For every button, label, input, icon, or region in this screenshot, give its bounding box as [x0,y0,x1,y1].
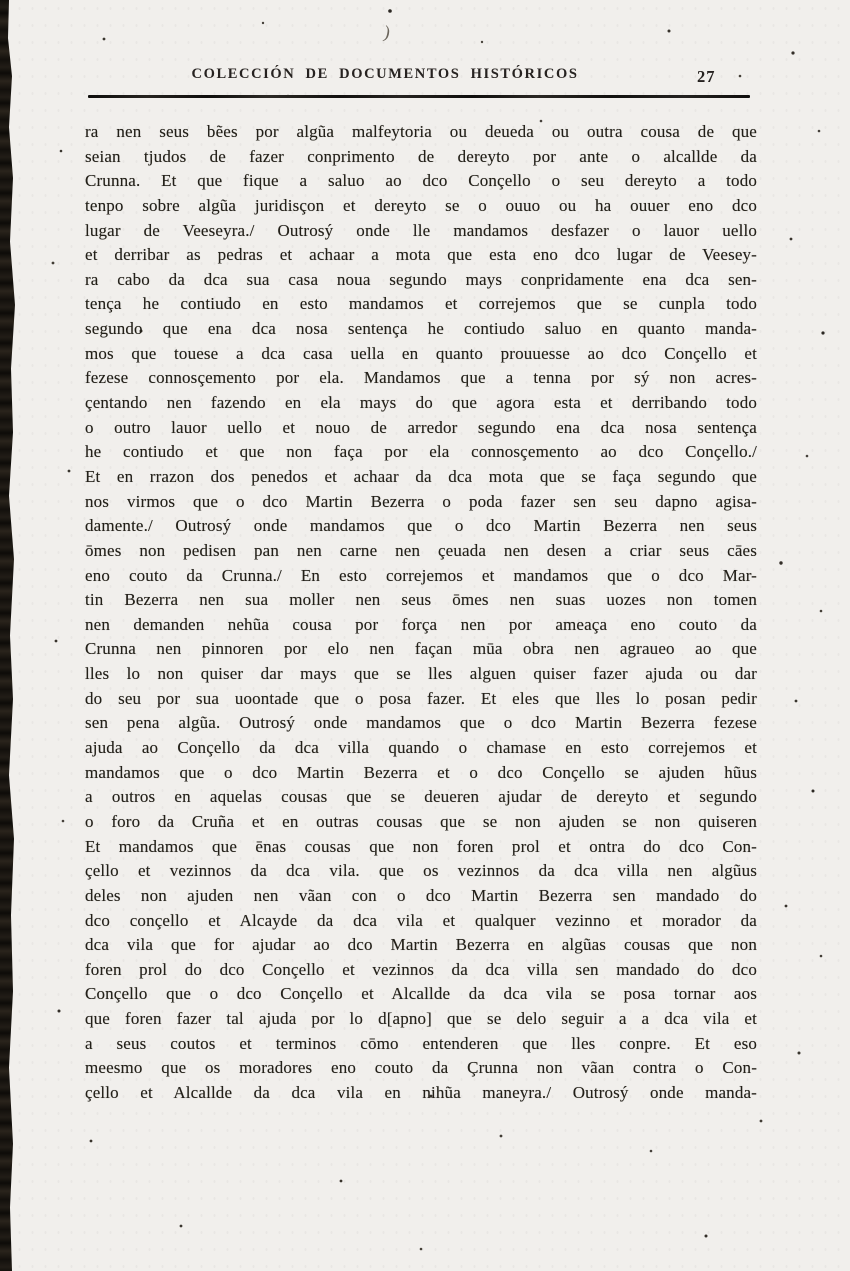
text-line: a seus coutos et terminos cōmo entenderen que lles conpre. Et eso [85,1033,757,1053]
text-line: o outro lauor uello et nouo de arredor segundo ena dca nosa sentença [85,417,757,437]
print-artifact-mark: ) [382,21,393,43]
text-line: o foro da Cruña et en outras cousas que se non ajuden se non quiseren [85,811,757,831]
text-line: a outros en aquelas cousas que se deueren ajudar de dereyto et segundo [85,787,757,807]
text-line: damente./ Outrosý onde mandamos que o dco Martin Bezerra nen seus [85,516,757,536]
text-line: Conçello que o dco Conçello et Alcallde da dca vila se posa tornar aos [85,984,757,1004]
text-line: ra cabo da dca sua casa noua segundo mays conpridamente ena dca sen- [85,269,757,289]
text-line: nen demanden nehũa cousa por força nen por ameaça eno couto da [85,614,757,634]
text-line: tenpo sobre algũa juridisçon et dereyto se o ouuo ou ha ouuer eno dco [85,195,757,215]
text-line: tença he contiudo en esto mandamos et correjemos que se cunpla todo [85,294,757,314]
binding-edge [0,0,16,1271]
text-line: he contiudo et que non faça por ela connosçemento ao dco Conçello./ [85,442,757,462]
text-line: ajuda ao Conçello da dca villa quando o chamase en esto correjemos et [85,738,757,758]
text-line: dca vila que for ajudar ao dco Martin Bezerra en algũas cousas que non [85,935,757,955]
text-line: nos virmos que o dco Martin Bezerra o poda fazer sen seu dapno agisa- [85,491,757,511]
text-line: meesmo que os moradores eno couto da Çrunna non vãan contra o Con- [85,1058,757,1078]
text-line: ra nen seus bẽes por algũa malfeytoria ou deueda ou outra cousa de que [85,122,757,141]
text-line: Et en rrazon dos penedos et achaar da dca mota que se faça segundo que [85,466,757,486]
text-line: que foren fazer tal ajuda por lo d[apno] que se delo seguir a a dca vila et [85,1009,757,1029]
text-line: ōmes non pedisen pan nen carne nen çeuada nen desen a criar seus cāes [85,540,757,560]
text-line: eno couto da Crunna./ En esto correjemos et mandamos que o dco Mar- [85,565,757,585]
text-line: çello et vezinnos da dca vila. que os vezinnos da dca villa nen algũus [85,861,757,881]
text-line: foren prol do dco Conçello et vezinnos da dca villa sen mandado do dco [85,959,757,979]
text-line: lugar de Veeseyra./ Outrosý onde lle mandamos desfazer o lauor uello [85,220,757,240]
document-text [85,120,757,1106]
text-line: Crunna. Et que fique a saluo ao dco Conçello o seu dereyto a todo [85,171,757,191]
text-line: dco conçello et Alcayde da dca vila et qualquer vezinno et morador da [85,910,757,930]
text-line: fezese connosçemento por ela. Mandamos que a tenna por sý non acres- [85,368,757,388]
text-line: lles lo non quiser dar mays que se lles alguen quiser fazer ajuda ou dar [85,664,757,684]
text-line: Crunna nen pinnoren por elo nen façan mūa obra nen agraueo ao que [85,639,757,659]
text-line: et derribar as pedras et achaar a mota que esta eno dco lugar de Veesey- [85,245,757,265]
text-line: mandamos que o dco Martin Bezerra et o dco Conçello se ajuden hũus [85,762,757,782]
running-title: COLECCIÓN DE DOCUMENTOS HISTÓRICOS [191,66,579,82]
text-line: do seu por sua uoontade que o posa fazer. Et eles que lles lo posan pedir [85,688,757,708]
text-line: çentando nen fazendo en ela mays do que agora esta et derribando todo [85,393,757,413]
page-number: 27 [697,67,716,86]
text-line: çello et Alcallde da dca vila en nihũa maneyra./ Outrosý onde manda- [85,1082,757,1102]
text-line: Et mandamos que ēnas cousas que non foren prol et ontra do dco Con- [85,836,757,856]
page-header [85,66,757,92]
text-line: seian tjudos de fazer conprimento de dereyto por ante o alcallde da [85,146,757,166]
text-line: segundo que ena dca nosa sentença he contiudo saluo en quanto manda- [85,319,757,339]
text-line: deles non ajuden nen vãan con o dco Martin Bezerra sen mandado do [85,885,757,905]
header-rule [88,95,750,98]
text-line: mos que touese a dca casa uella en quanto prouuesse ao dco Conçello et [85,343,757,363]
text-line: sen pena algũa. Outrosý onde mandamos que o dco Martin Bezerra fezese [85,713,757,733]
text-line: tin Bezerra nen sua moller nen seus ōmes nen suas uozes non tomen [85,590,757,610]
